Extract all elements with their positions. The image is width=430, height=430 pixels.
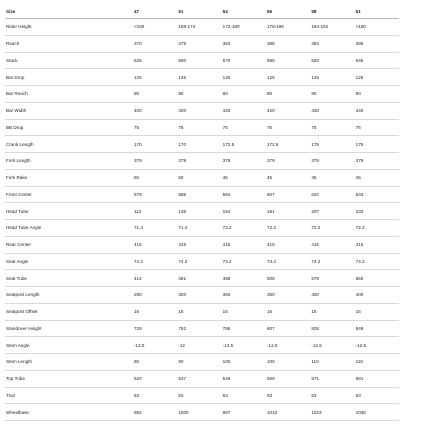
table-cell: 74.2 [177,253,221,270]
table-cell: 620 [310,186,354,203]
table-cell: -12 [177,337,221,354]
table-cell: 110 [355,354,399,371]
column-header: 51 [177,5,221,19]
table-row [5,69,399,86]
table-cell: 420 [266,102,310,119]
table-cell: 440 [355,102,399,119]
row-label: Front Center [5,186,133,203]
table-cell: 15 [222,303,266,320]
row-label: Crank Length [5,136,133,153]
table-cell: 559 [266,370,310,387]
table-cell: 74.2 [133,253,177,270]
table-cell: 75 [177,119,221,136]
table-cell: 729 [133,320,177,337]
table-cell: 74.2 [355,253,399,270]
table-cell: 74.2 [310,253,354,270]
column-header-size: Size [5,5,133,19]
row-label: Reach [5,35,133,52]
row-label: Seatpost Length [5,287,133,304]
table-cell: 80 [266,86,310,103]
table-cell: 393 [310,35,354,52]
table-cell: 508 [266,270,310,287]
table-cell: 1023 [310,404,354,421]
table-cell: 15 [133,303,177,320]
table-cell: 415 [222,236,266,253]
row-label: Bar Reach [5,86,133,103]
table-cell: 1036 [355,404,399,421]
table-cell: 63 [355,387,399,404]
table-cell: 420 [177,102,221,119]
table-cell: 360 [266,287,310,304]
table-row [5,370,399,387]
table-cell: 982 [133,404,177,421]
table-cell: 537 [177,370,221,387]
column-header: 58 [310,5,354,19]
table-cell: 175 [310,136,354,153]
table-cell: 280 [133,287,177,304]
table-cell: 63 [266,387,310,404]
table-row [5,303,399,320]
table-cell: 586 [177,186,221,203]
table-cell: 360 [222,287,266,304]
table-cell: 786 [222,320,266,337]
table-row [5,169,399,186]
table-cell: 112 [133,203,177,220]
column-header: 56 [266,5,310,19]
table-cell: 488 [222,270,266,287]
row-label: Rear Center [5,236,133,253]
table-header [5,5,399,19]
row-label: Head Tube Angle [5,220,133,237]
table-cell: 168-174 [177,19,221,36]
column-header: 47 [133,5,177,19]
table-cell: 383 [222,35,266,52]
table-cell: 63 [133,387,177,404]
table-cell: 550 [177,52,221,69]
table-row [5,270,399,287]
table-row [5,119,399,136]
table-row [5,153,399,170]
table-cell: 415 [266,236,310,253]
table-cell: 181 [266,203,310,220]
table-cell: 125 [133,69,177,86]
table-cell: 15 [177,303,221,320]
table-row [5,287,399,304]
table-cell: 170 [177,136,221,153]
table-cell: 388 [266,35,310,52]
row-label: Top Tube [5,370,133,387]
table-cell: 594 [222,186,266,203]
table-cell: 71.4 [177,220,221,237]
table-cell: 75 [133,119,177,136]
column-header: 54 [222,5,266,19]
table-cell: 125 [222,69,266,86]
row-label: Wheelbase [5,404,133,421]
table-cell: 579 [133,186,177,203]
table-row [5,236,399,253]
table-cell: 125 [355,69,399,86]
table-cell: 1010 [266,404,310,421]
table-cell: 645 [355,52,399,69]
geometry-table [5,5,399,421]
table-cell: 807 [266,320,310,337]
table-cell: 849 [355,320,399,337]
table-row [5,320,399,337]
table-cell: 63 [177,387,221,404]
table-cell: 175 [355,136,399,153]
table-cell: 520 [133,370,177,387]
table-cell: 550 [355,270,399,287]
row-label: BB Drop [5,119,133,136]
table-cell: 415 [355,236,399,253]
table-cell: 45 [355,169,399,186]
table-row [5,404,399,421]
table-cell: 415 [177,236,221,253]
table-cell: 414 [133,270,177,287]
table-cell: 125 [177,69,221,86]
table-row [5,354,399,371]
table-cell: 400 [133,102,177,119]
row-label: Fork Length [5,153,133,170]
table-cell: 74.2 [222,253,266,270]
table-cell: 80 [310,86,354,103]
table-row [5,253,399,270]
table-cell: 154 [222,203,266,220]
table-cell: 80 [222,86,266,103]
table-cell: 395 [355,35,399,52]
table-cell: 379 [310,153,354,170]
table-cell: 379 [222,153,266,170]
table-cell: 45 [222,169,266,186]
table-cell: 63 [310,387,354,404]
table-cell: 178-186 [266,19,310,36]
table-body [5,19,399,421]
table-cell: 100 [222,354,266,371]
table-cell: 72.2 [222,220,266,237]
table-cell: 90 [177,354,221,371]
table-row [5,35,399,52]
table-cell: 1000 [177,404,221,421]
table-cell: 172.5 [222,136,266,153]
table-cell: 828 [310,320,354,337]
table-cell: 207 [310,203,354,220]
table-cell: 138 [177,203,221,220]
row-label: Bar Width [5,102,133,119]
header-row [5,5,399,19]
table-cell: 370 [133,35,177,52]
table-cell: 620 [310,52,354,69]
table-cell: 125 [266,69,310,86]
table-cell: 100 [266,354,310,371]
table-cell: 125 [310,69,354,86]
table-cell: 15 [310,303,354,320]
table-cell: 15 [355,303,399,320]
table-cell: 379 [177,153,221,170]
table-cell: 379 [355,153,399,170]
row-label: Fork Rake [5,169,133,186]
table-row [5,52,399,69]
table-cell: 172-180 [222,19,266,36]
table-row [5,387,399,404]
table-cell: 15 [266,303,310,320]
table-cell: 74.2 [266,253,310,270]
column-header: 61 [355,5,399,19]
table-cell: 45 [310,169,354,186]
table-row [5,220,399,237]
table-cell: 595 [266,52,310,69]
table-cell: 50 [177,169,221,186]
table-cell: -12.5 [310,337,354,354]
row-label: Standover Height [5,320,133,337]
table-cell: 80 [133,354,177,371]
table-cell: 320 [177,287,221,304]
table-cell: 170 [133,136,177,153]
row-label: Bar Drop [5,69,133,86]
table-row [5,203,399,220]
table-cell: 75 [266,119,310,136]
table-cell: 461 [177,270,221,287]
table-row [5,337,399,354]
table-cell: 379 [266,153,310,170]
geometry-table-container [5,5,399,421]
row-label: Seat Tube [5,270,133,287]
table-cell: >190 [355,19,399,36]
table-row [5,186,399,203]
row-label: Rider Height [5,19,133,36]
table-cell: 400 [310,287,354,304]
table-cell: 110 [310,354,354,371]
row-label: Seatpost Offset [5,303,133,320]
table-row [5,136,399,153]
table-cell: 415 [310,236,354,253]
table-cell: -12.5 [133,337,177,354]
row-label: Stack [5,52,133,69]
table-cell: 72.2 [355,220,399,237]
table-cell: 72.2 [310,220,354,237]
table-cell: 400 [355,287,399,304]
table-cell: 607 [266,186,310,203]
table-cell: 420 [310,102,354,119]
table-cell: 80 [133,86,177,103]
table-cell: 50 [133,169,177,186]
table-cell: 570 [222,52,266,69]
table-cell: 762 [177,320,221,337]
table-cell: 420 [222,102,266,119]
table-cell: 546 [222,370,266,387]
table-cell: 75 [222,119,266,136]
table-cell: -12.5 [355,337,399,354]
row-label: Seat Angle [5,253,133,270]
table-cell: 415 [133,236,177,253]
table-cell: 72.2 [266,220,310,237]
table-cell: 63 [222,387,266,404]
table-cell: 578 [310,270,354,287]
row-label: Stem Length [5,354,133,371]
table-cell: 75 [355,119,399,136]
table-cell: 172.5 [266,136,310,153]
table-row [5,19,399,36]
table-cell: 71.4 [133,220,177,237]
table-cell: 997 [222,404,266,421]
row-label: Trail [5,387,133,404]
table-cell: 633 [355,186,399,203]
table-cell: 75 [310,119,354,136]
table-cell: 379 [133,153,177,170]
table-cell: 233 [355,203,399,220]
table-cell: 379 [177,35,221,52]
table-row [5,102,399,119]
table-cell: 184-192 [310,19,354,36]
table-cell: 80 [355,86,399,103]
table-cell: 80 [177,86,221,103]
table-cell: 45 [266,169,310,186]
table-cell: <160 [133,19,177,36]
table-cell: 571 [310,370,354,387]
table-cell: -12.5 [222,337,266,354]
row-label: Head Tube [5,203,133,220]
table-row [5,86,399,103]
table-cell: 581 [355,370,399,387]
table-cell: 525 [133,52,177,69]
row-label: Stem Angle [5,337,133,354]
table-cell: -12.5 [266,337,310,354]
